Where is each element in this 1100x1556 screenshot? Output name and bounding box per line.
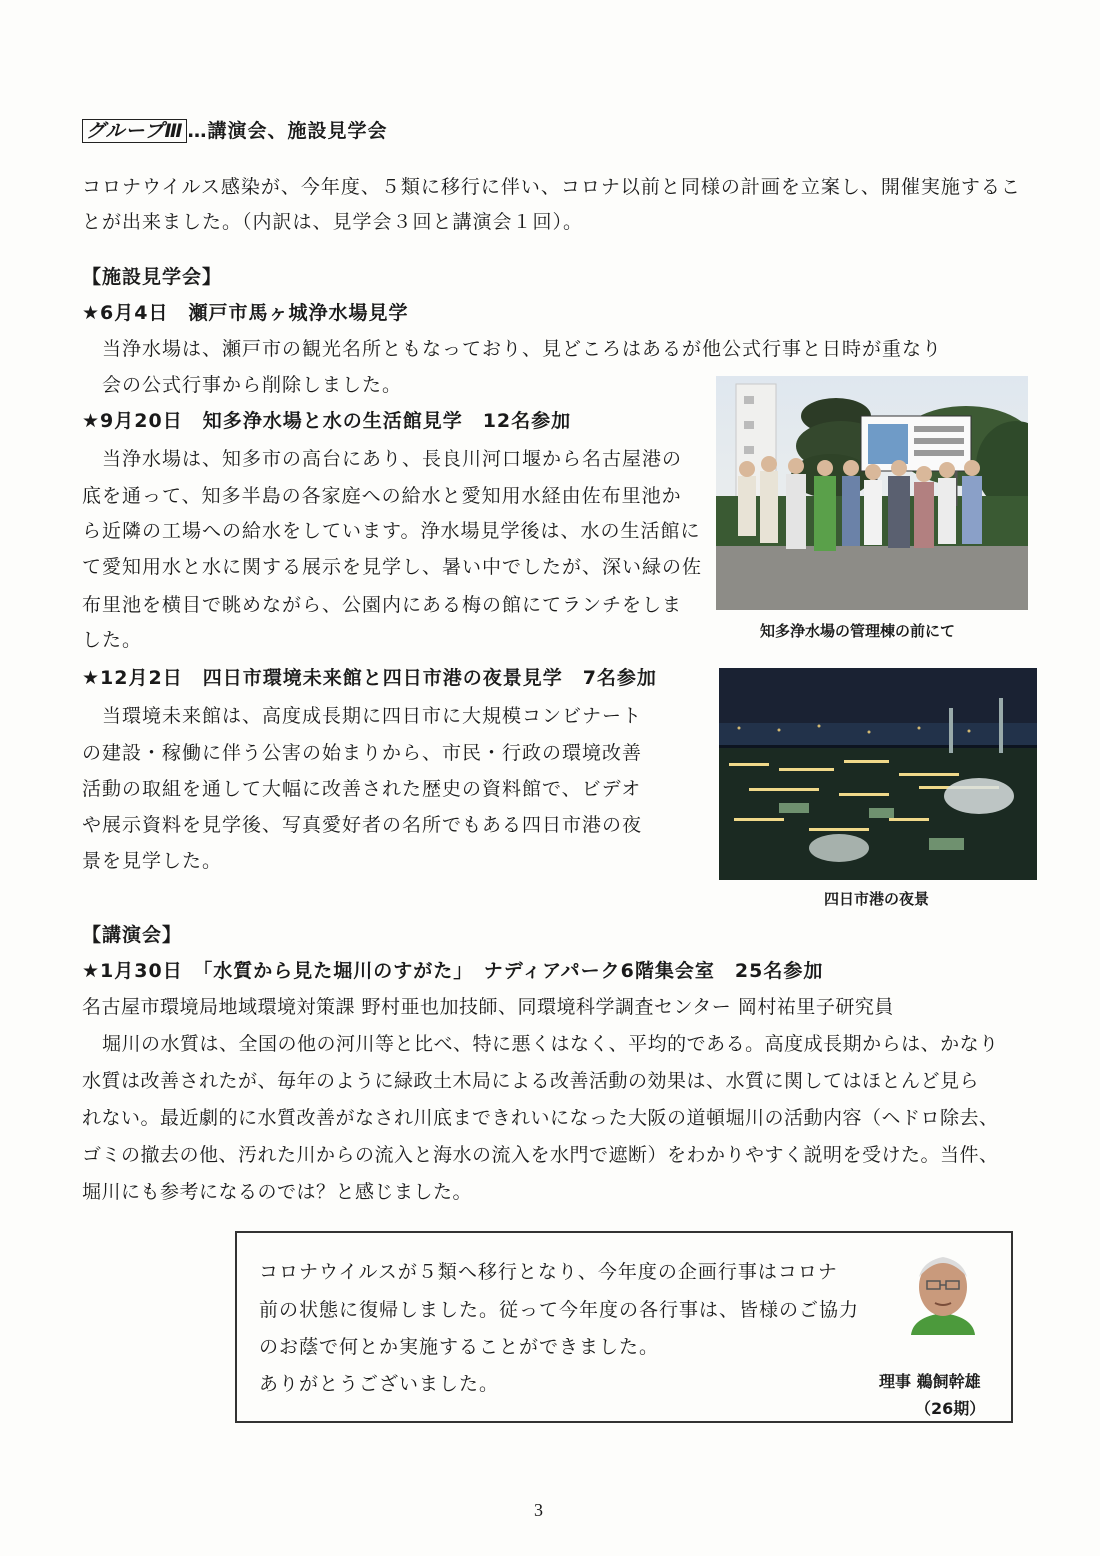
visit-text-line: て愛知用水と水に関する展示を見学し、暑い中でしたが、深い緑の佐 — [82, 556, 703, 578]
author-name: 理事 鵜飼幹雄 — [879, 1372, 981, 1391]
author-term: （26期） — [915, 1399, 986, 1418]
visit-title: ★6月4日 瀬戸市馬ヶ城浄水場見学 — [82, 302, 409, 324]
intro-line: とが出来ました。（内訳は、見学会３回と講演会１回）。 — [82, 211, 584, 233]
message-line: ありがとうございました。 — [259, 1373, 500, 1395]
visit-text-line: 景を見学した。 — [82, 850, 223, 872]
section-title: …講演会、施設見学会 — [187, 120, 388, 142]
intro-line: コロナウイルス感染が、今年度、５類に移行に伴い、コロナ以前と同様の計画を立案し、開催実施するこ — [82, 176, 1021, 198]
visit-text-line: ら近隣の工場への給水をしています。浄水場見学後は、水の生活館に — [82, 520, 701, 542]
visit-text-line: 当浄水場は、瀬戸市の観光名所ともなっており、見どころはあるが他公式行事と日時が重なり — [102, 338, 943, 360]
photo-caption: 知多浄水場の管理棟の前にて — [760, 622, 956, 640]
lecture-text-line: 堀川の水質は、全国の他の河川等と比べ、特に悪くはなく、平均的である。高度成長期からは、かなり — [102, 1033, 999, 1055]
visit-text-line: 底を通って、知多半島の各家庭への給水と愛知用水経由佐布里池か — [82, 485, 682, 507]
lecture-title: ★1月30日 「水質から見た堀川のすがた」 ナディアパーク6階集会室 25名参加 — [82, 960, 824, 982]
message-box — [235, 1231, 1013, 1423]
night-view-photo — [719, 668, 1037, 880]
visit-text-line: 当浄水場は、知多市の高台にあり、長良川河口堰から名古屋港の — [102, 448, 683, 470]
visit-title: ★12月2日 四日市環境未来館と四日市港の夜景見学 7名参加 — [82, 667, 657, 689]
photo-caption: 四日市港の夜景 — [824, 890, 930, 908]
visit-text-line: 活動の取組を通して大幅に改善された歴史の資料館で、ビデオ — [82, 778, 642, 800]
group-photo — [716, 376, 1028, 610]
visit-text-line: 当環境未来館は、高度成長期に四日市に大規模コンビナート — [102, 705, 643, 727]
lecture-heading: 【講演会】 — [82, 924, 183, 946]
visits-heading: 【施設見学会】 — [82, 266, 223, 288]
visit-text-line: や展示資料を見学後、写真愛好者の名所でもある四日市港の夜 — [82, 814, 643, 836]
message-line: のお蔭で何とか実施することができました。 — [259, 1336, 660, 1358]
page-number: 3 — [534, 1500, 543, 1520]
lecture-text-line: れない。最近劇的に水質改善がなされ川底まできれいになった大阪の道頓堀川の活動内容（ヘドロ除去、 — [82, 1107, 999, 1129]
message-line: コロナウイルスが５類へ移行となり、今年度の企画行事はコロナ — [259, 1261, 838, 1283]
visit-text-line: 会の公式行事から削除しました。 — [102, 374, 403, 396]
lecture-speakers: 名古屋市環境局地域環境対策課 野村亜也加技師、同環境科学調査センター 岡村祐里子研究員 — [82, 996, 894, 1018]
visit-title: ★9月20日 知多浄水場と水の生活館見学 12名参加 — [82, 410, 572, 432]
lecture-text-line: ゴミの撤去の他、汚れた川からの流入と海水の流入を水門で遮断）をわかりやすく説明を受けた。当件、 — [82, 1144, 999, 1166]
visit-text-line: 布里池を横目で眺めながら、公園内にある梅の館にてランチをしま — [82, 594, 683, 616]
section-heading — [82, 116, 387, 143]
visit-text-line: の建設・稼働に伴う公害の始まりから、市民・行政の環境改善 — [82, 742, 643, 764]
group-label: グループⅢ — [82, 119, 187, 143]
lecture-text-line: 水質は改善されたが、毎年のように緑政土木局による改善活動の効果は、水質に関してはほとんど見ら — [82, 1070, 980, 1092]
author-portrait — [905, 1247, 981, 1335]
visit-text-line: した。 — [82, 629, 143, 651]
message-line: 前の状態に復帰しました。従って今年度の各行事は、皆様のご協力 — [259, 1299, 860, 1321]
lecture-text-line: 堀川にも参考になるのでは？と感じました。 — [82, 1181, 473, 1203]
